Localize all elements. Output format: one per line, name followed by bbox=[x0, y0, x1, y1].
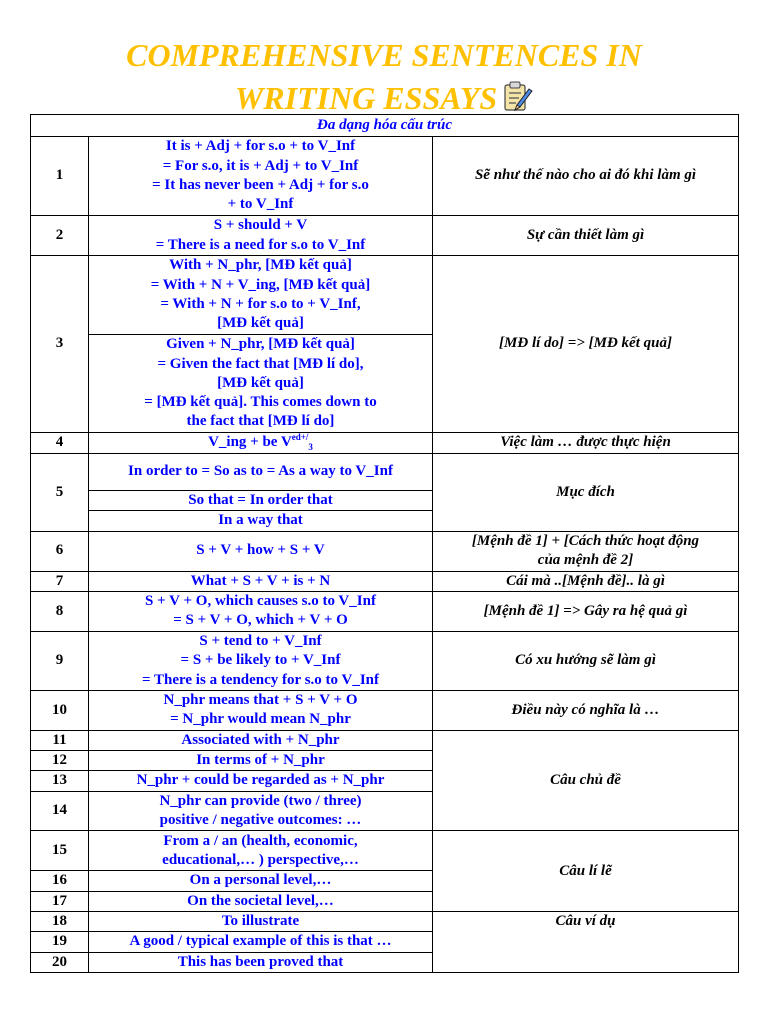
structure-line: V_ing + be V bbox=[208, 434, 292, 451]
structure-line: S + should + V bbox=[213, 217, 308, 234]
structure-line: It is + Adj + for s.o + to V_Inf bbox=[165, 138, 356, 155]
structure-cell: So that = In order that bbox=[89, 491, 433, 511]
row-number: 9 bbox=[31, 631, 89, 690]
meaning-cell: [MĐ lí do] => [MĐ kết quả] bbox=[433, 256, 739, 433]
structure-line: = For s.o, it is + Adj + to V_Inf bbox=[162, 157, 359, 174]
structure-line: = With + N + for s.o to + V_Inf, bbox=[160, 296, 361, 312]
table-row bbox=[31, 591, 739, 631]
document-title bbox=[0, 34, 768, 123]
structure-line: = It has never been + Adj + for s.o bbox=[152, 177, 369, 193]
structure-line: = There is a need for s.o to V_Inf bbox=[155, 236, 366, 253]
structure-cell: What + S + V + is + N bbox=[89, 571, 433, 591]
structure-line: Given + N_phr, [MĐ kết quả] bbox=[166, 336, 355, 353]
meaning-cell: Có xu hướng sẽ làm gì bbox=[433, 631, 739, 690]
structure-line: = There is a tendency for s.o to V_Inf bbox=[141, 671, 380, 688]
title-line-1: COMPREHENSIVE SENTENCES IN bbox=[126, 37, 642, 73]
structure-cell: A good / typical example of this is that … bbox=[89, 932, 433, 952]
structure-line: [MĐ kết quả] bbox=[217, 315, 304, 332]
structure-line: = With + N + V_ing, [MĐ kết quả] bbox=[150, 276, 371, 293]
table-row bbox=[31, 831, 739, 871]
structure-cell bbox=[89, 791, 433, 831]
structure-cell: On the societal level,… bbox=[89, 891, 433, 911]
structure-cell bbox=[89, 631, 433, 690]
table-row bbox=[31, 631, 739, 690]
table-row bbox=[31, 531, 739, 571]
structure-line: With + N_phr, [MĐ kết quả] bbox=[169, 257, 352, 274]
table-row bbox=[31, 137, 739, 216]
subscript: 3 bbox=[308, 442, 313, 453]
row-number: 16 bbox=[31, 871, 89, 891]
structure-cell: On a personal level,… bbox=[89, 871, 433, 891]
row-number: 10 bbox=[31, 690, 89, 730]
row-number: 4 bbox=[31, 433, 89, 454]
table-header-row bbox=[31, 115, 739, 137]
row-number: 15 bbox=[31, 831, 89, 871]
meaning-cell: Câu ví dụ bbox=[433, 911, 739, 972]
structure-cell bbox=[89, 831, 433, 871]
row-number: 5 bbox=[31, 454, 89, 532]
structure-cell bbox=[89, 137, 433, 216]
structure-cell: N_phr + could be regarded as + N_phr bbox=[89, 771, 433, 791]
structure-cell: This has been proved that bbox=[89, 952, 433, 972]
row-number: 12 bbox=[31, 751, 89, 771]
row-number: 18 bbox=[31, 911, 89, 931]
structure-line: From a / an (health, economic, bbox=[163, 832, 358, 849]
meaning-cell: Cái mà ..[Mệnh đề].. là gì bbox=[433, 571, 739, 591]
row-number: 1 bbox=[31, 137, 89, 216]
structure-cell: To illustrate bbox=[89, 911, 433, 931]
table-row bbox=[31, 571, 739, 591]
table-row bbox=[31, 256, 739, 335]
table-row bbox=[31, 454, 739, 491]
meaning-cell: Điều này có nghĩa là … bbox=[433, 690, 739, 730]
structure-cell: In order to = So as to = As a way to V_Inf bbox=[89, 454, 433, 491]
table-row bbox=[31, 911, 739, 931]
structure-line: positive / negative outcomes: … bbox=[159, 812, 362, 829]
row-number: 8 bbox=[31, 591, 89, 631]
table-row bbox=[31, 216, 739, 256]
row-number: 2 bbox=[31, 216, 89, 256]
structure-line: = S + V + O, which + V + O bbox=[173, 612, 348, 629]
row-number: 14 bbox=[31, 791, 89, 831]
structures-table bbox=[30, 114, 739, 973]
structure-line: = [MĐ kết quả]. This comes down to bbox=[144, 394, 377, 411]
meaning-line: của mệnh đề 2] bbox=[537, 552, 634, 569]
structure-cell: Associated with + N_phr bbox=[89, 730, 433, 750]
row-number: 7 bbox=[31, 571, 89, 591]
meaning-cell: [Mệnh đề 1] => Gây ra hệ quả gì bbox=[433, 591, 739, 631]
table-header: Đa dạng hóa cấu trúc bbox=[31, 115, 739, 137]
structure-line: N_phr can provide (two / three) bbox=[159, 792, 362, 809]
row-number: 13 bbox=[31, 771, 89, 791]
table-row bbox=[31, 730, 739, 750]
meaning-line: [Mệnh đề 1] + [Cách thức hoạt động bbox=[471, 532, 700, 549]
structure-line: the fact that [MĐ lí do] bbox=[186, 413, 335, 430]
structure-line: N_phr means that + S + V + O bbox=[163, 692, 358, 709]
superscript: ed+/ bbox=[291, 432, 309, 443]
table-row bbox=[31, 433, 739, 454]
structure-cell: In terms of + N_phr bbox=[89, 751, 433, 771]
structure-cell: In a way that bbox=[89, 511, 433, 531]
structure-cell bbox=[89, 335, 433, 433]
row-number: 11 bbox=[31, 730, 89, 750]
table-row bbox=[31, 690, 739, 730]
meaning-cell: Mục đích bbox=[433, 454, 739, 532]
structure-line: S + tend to + V_Inf bbox=[199, 632, 322, 649]
structure-line: = N_phr would mean N_phr bbox=[170, 711, 351, 728]
structure-line: [MĐ kết quả] bbox=[217, 374, 304, 391]
structure-line: = Given the fact that [MĐ lí do], bbox=[157, 355, 364, 372]
meaning-cell: Việc làm … được thực hiện bbox=[433, 433, 739, 454]
meaning-cell: Câu chủ đề bbox=[433, 730, 739, 830]
meaning-cell bbox=[433, 531, 739, 571]
structure-cell bbox=[89, 690, 433, 730]
structure-cell bbox=[89, 256, 433, 335]
meaning-cell: Sự cần thiết làm gì bbox=[433, 216, 739, 256]
structure-cell bbox=[89, 433, 433, 454]
structure-line: educational,… ) perspective,… bbox=[162, 851, 359, 868]
structure-line: = S + be likely to + V_Inf bbox=[180, 652, 341, 669]
row-number: 20 bbox=[31, 952, 89, 972]
meaning-cell: Câu lí lẽ bbox=[433, 831, 739, 912]
meaning-cell: Sẽ như thế nào cho ai đó khi làm gì bbox=[433, 137, 739, 216]
structure-cell: S + V + how + S + V bbox=[89, 531, 433, 571]
row-number: 17 bbox=[31, 891, 89, 911]
row-number: 19 bbox=[31, 932, 89, 952]
structure-line: S + V + O, which causes s.o to V_Inf bbox=[145, 593, 376, 610]
title-line-2-text: WRITING ESSAYS bbox=[234, 80, 498, 116]
row-number: 3 bbox=[31, 256, 89, 433]
row-number: 6 bbox=[31, 531, 89, 571]
structure-line: + to V_Inf bbox=[227, 196, 294, 213]
structure-cell bbox=[89, 591, 433, 631]
structure-cell bbox=[89, 216, 433, 256]
